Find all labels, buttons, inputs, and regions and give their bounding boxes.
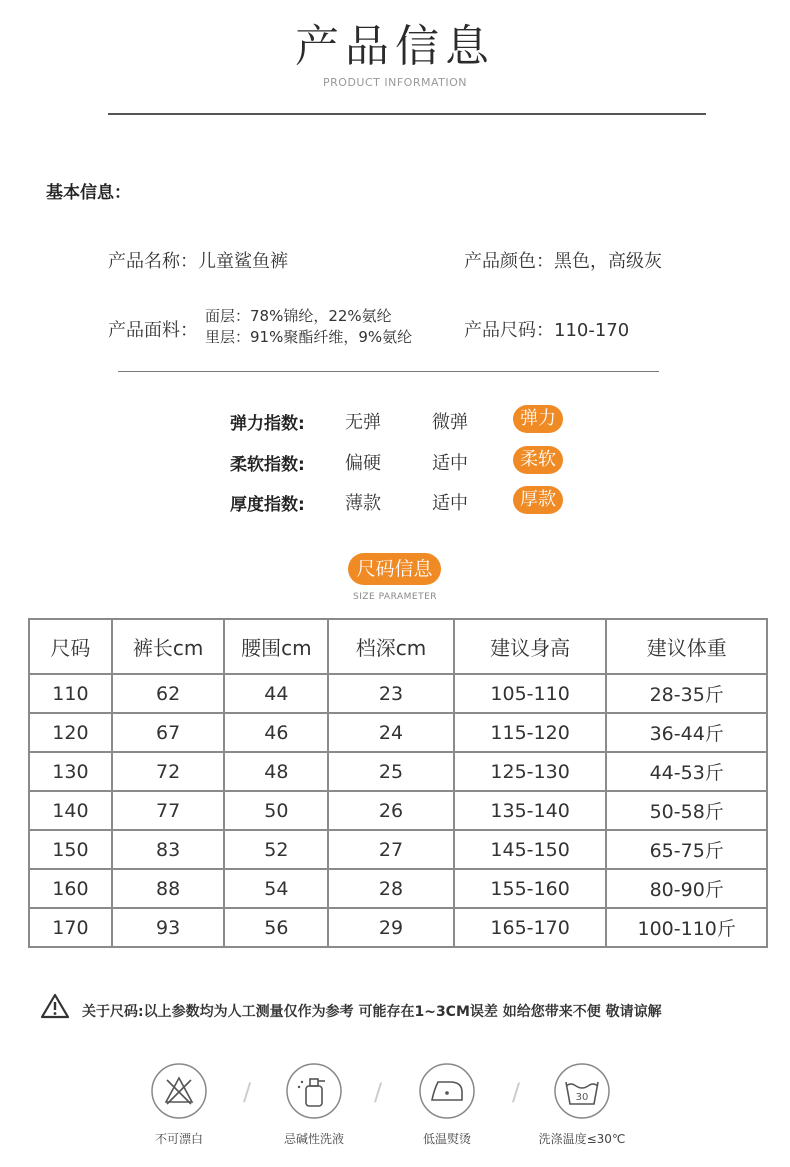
column-header: 裤长cm: [112, 619, 225, 674]
table-cell: 140: [29, 791, 112, 830]
care-separator: /: [243, 1078, 252, 1106]
product-fabric-inner: 里层：91%聚酯纤维，9%氨纶: [205, 328, 413, 346]
table-row: [29, 752, 767, 791]
basic-info-heading: 基本信息：: [46, 183, 131, 203]
table-cell: 130: [29, 752, 112, 791]
index-option: 偏硬: [345, 453, 381, 474]
column-header: 尺码: [29, 619, 112, 674]
table-cell: 44: [224, 674, 328, 713]
size-table: [28, 618, 768, 948]
column-header: 档深cm: [328, 619, 454, 674]
table-cell: 77: [112, 791, 225, 830]
index-label: 弹力指数:: [230, 414, 305, 434]
size-info-subtitle: SIZE PARAMETER: [352, 592, 438, 602]
size-notice: 关于尺码:以上参数均为人工测量仅作为参考 可能存在1~3CM误差 如给您带来不便 敬请谅解: [82, 1004, 662, 1020]
table-cell: 25: [328, 752, 454, 791]
care-separator: /: [374, 1078, 383, 1106]
table-row: [29, 908, 767, 947]
size-table-header: [29, 619, 767, 674]
table-cell: 26: [328, 791, 454, 830]
page-subtitle: PRODUCT INFORMATION: [323, 76, 467, 89]
table-cell: 29: [328, 908, 454, 947]
header-divider: [108, 113, 706, 115]
table-cell: 125-130: [454, 752, 607, 791]
table-cell: 24: [328, 713, 454, 752]
table-cell: 88: [112, 869, 225, 908]
table-cell: 145-150: [454, 830, 607, 869]
product-color: 产品颜色：黑色，高级灰: [464, 251, 662, 272]
index-option-selected: 柔软: [513, 446, 563, 474]
table-cell: 50-58斤: [606, 791, 767, 830]
table-cell: 48: [224, 752, 328, 791]
product-name: 产品名称：儿童鲨鱼裤: [108, 251, 288, 272]
avoid-alkaline-detergent-icon: [285, 1062, 345, 1122]
table-cell: 80-90斤: [606, 869, 767, 908]
table-cell: 72: [112, 752, 225, 791]
product-fabric-label: 产品面料：: [108, 320, 198, 341]
table-cell: 28-35斤: [606, 674, 767, 713]
product-size-range: 产品尺码：110-170: [464, 320, 630, 341]
product-fabric-outer: 面层：78%锦纶，22%氨纶: [205, 307, 392, 325]
table-cell: 120: [29, 713, 112, 752]
care-label: 不可漂白: [154, 1132, 203, 1146]
index-option: 薄款: [345, 493, 381, 514]
index-option-selected: 弹力: [513, 405, 563, 433]
table-cell: 56: [224, 908, 328, 947]
index-option: 微弹: [432, 412, 468, 433]
table-cell: 100-110斤: [606, 908, 767, 947]
size-info-title: 尺码信息: [348, 553, 441, 585]
table-row: [29, 830, 767, 869]
care-label: 低温熨烫: [422, 1132, 471, 1146]
column-header: 建议体重: [606, 619, 767, 674]
index-option-selected: 厚款: [513, 486, 563, 514]
table-cell: 67: [112, 713, 225, 752]
table-cell: 36-44斤: [606, 713, 767, 752]
table-cell: 65-75斤: [606, 830, 767, 869]
table-cell: 62: [112, 674, 225, 713]
index-option: 适中: [432, 453, 468, 474]
wash-30c-icon: [553, 1062, 613, 1122]
table-cell: 23: [328, 674, 454, 713]
table-cell: 170: [29, 908, 112, 947]
low-temp-iron-icon: [418, 1062, 478, 1122]
table-row: [29, 713, 767, 752]
no-bleach-icon: [150, 1062, 210, 1122]
column-header: 建议身高: [454, 619, 607, 674]
table-cell: 93: [112, 908, 225, 947]
table-cell: 46: [224, 713, 328, 752]
table-cell: 150: [29, 830, 112, 869]
table-cell: 44-53斤: [606, 752, 767, 791]
index-label: 柔软指数:: [230, 455, 305, 475]
table-cell: 54: [224, 869, 328, 908]
table-cell: 83: [112, 830, 225, 869]
care-label: 洗涤温度≤30℃: [538, 1132, 626, 1146]
table-cell: 165-170: [454, 908, 607, 947]
basic-info-divider: [118, 371, 659, 372]
care-separator: /: [512, 1078, 521, 1106]
table-cell: 52: [224, 830, 328, 869]
table-cell: 110: [29, 674, 112, 713]
column-header: 腰围cm: [224, 619, 328, 674]
index-option: 适中: [432, 493, 468, 514]
index-label: 厚度指数:: [230, 495, 305, 515]
table-row: [29, 869, 767, 908]
table-cell: 160: [29, 869, 112, 908]
table-cell: 155-160: [454, 869, 607, 908]
table-cell: 135-140: [454, 791, 607, 830]
care-label: 忌碱性洗液: [283, 1132, 344, 1146]
table-row: [29, 674, 767, 713]
table-cell: 27: [328, 830, 454, 869]
index-option: 无弹: [345, 412, 381, 433]
table-cell: 28: [328, 869, 454, 908]
wash-temp-value: 30: [575, 1092, 589, 1103]
warning-icon: [40, 993, 70, 1019]
table-cell: 115-120: [454, 713, 607, 752]
table-cell: 105-110: [454, 674, 607, 713]
page-title: 产品信息: [295, 21, 495, 72]
table-cell: 50: [224, 791, 328, 830]
table-row: [29, 791, 767, 830]
